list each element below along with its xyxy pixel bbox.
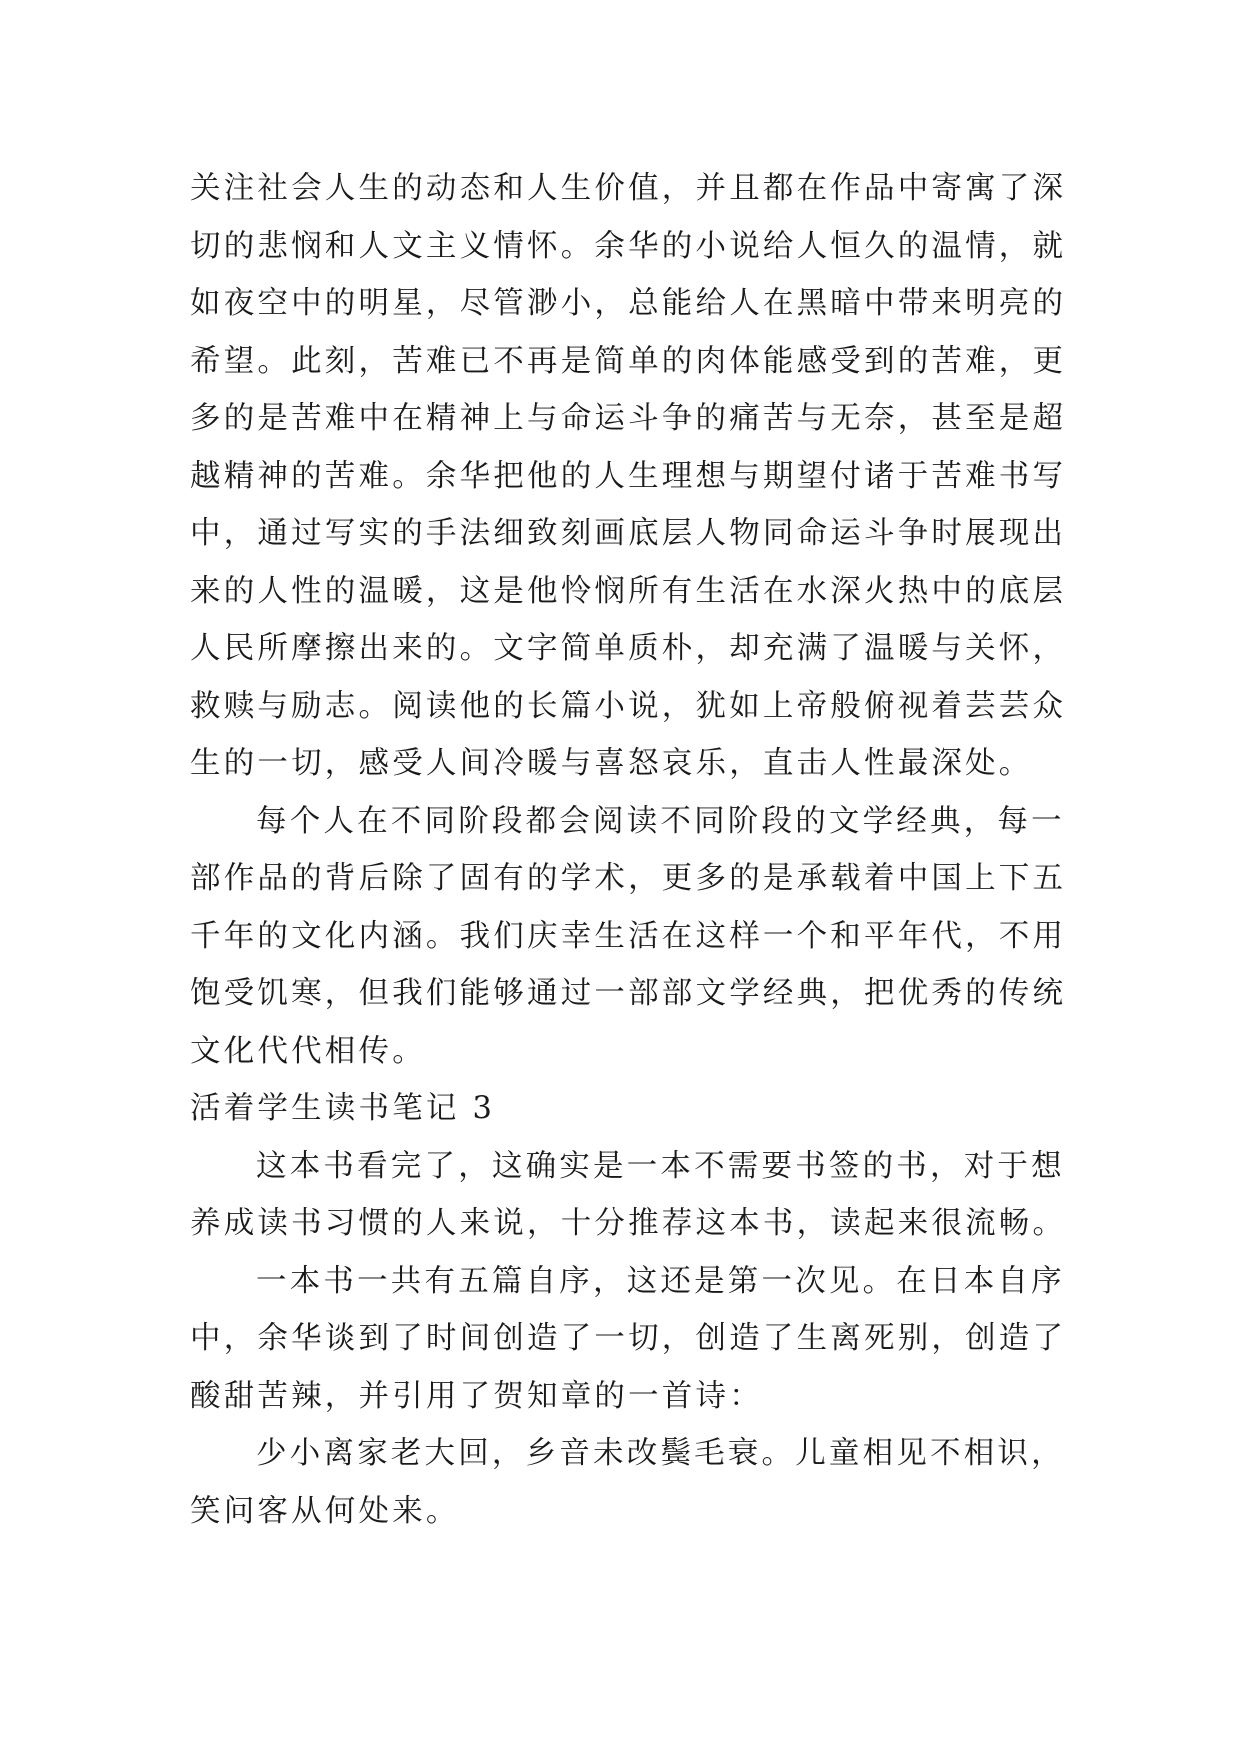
text-line: 越精神的苦难。余华把他的人生理想与期望付诸于苦难书写 xyxy=(190,458,1067,494)
text-line: 关注社会人生的动态和人生价值，并且都在作品中寄寓了深 xyxy=(190,171,1067,206)
text-line: 酸甜苦辣，并引用了贺知章的一首诗： xyxy=(190,1378,763,1414)
text-line: 中，余华谈到了时间创造了一切，创造了生离死别，创造了 xyxy=(190,1321,1067,1356)
text-line: 中，通过写实的手法细致刻画底层人物同命运斗争时展现出 xyxy=(190,516,1067,551)
text-line: 一本书一共有五篇自序，这还是第一次见。在日本自序 xyxy=(256,1263,1065,1299)
text-line: 多的是苦难中在精神上与命运斗争的痛苦与无奈，甚至是超 xyxy=(190,401,1067,436)
text-line: 如夜空中的明星，尽管渺小，总能给人在黑暗中带来明亮的 xyxy=(190,286,1067,321)
text-line: 活着学生读书笔记 3 xyxy=(190,1091,496,1126)
text-line: 千年的文化内涵。我们庆幸生活在这样一个和平年代，不用 xyxy=(190,918,1067,954)
text-line: 笑问客从何处来。 xyxy=(190,1493,460,1529)
text-line: 部作品的背后除了固有的学术，更多的是承载着中国上下五 xyxy=(190,861,1067,896)
text-line: 养成读书习惯的人来说，十分推荐这本书，读起来很流畅。 xyxy=(190,1206,1067,1241)
text-line: 人民所摩擦出来的。文字简单质朴，却充满了温暖与关怀， xyxy=(190,631,1067,666)
text-line: 来的人性的温暖，这是他怜悯所有生活在水深火热中的底层 xyxy=(190,573,1067,609)
text-line: 文化代代相传。 xyxy=(190,1033,426,1069)
text-line: 救赎与励志。阅读他的长篇小说，犹如上帝般俯视着芸芸众 xyxy=(190,688,1067,724)
text-line: 希望。此刻，苦难已不再是简单的肉体能感受到的苦难，更 xyxy=(190,343,1067,379)
text-line: 每个人在不同阶段都会阅读不同阶段的文学经典，每一 xyxy=(256,803,1065,839)
text-line: 饱受饥寒，但我们能够通过一部部文学经典，把优秀的传统 xyxy=(190,976,1067,1011)
text-line: 这本书看完了，这确实是一本不需要书签的书，对于想 xyxy=(256,1148,1065,1184)
text-line: 少小离家老大回，乡音未改鬓毛衰。儿童相见不相识， xyxy=(256,1436,1065,1471)
text-line: 切的悲悯和人文主义情怀。余华的小说给人恒久的温情，就 xyxy=(190,228,1067,264)
document-body xyxy=(190,160,1067,1540)
text-line: 生的一切，感受人间冷暖与喜怒哀乐，直击人性最深处。 xyxy=(190,746,1033,781)
